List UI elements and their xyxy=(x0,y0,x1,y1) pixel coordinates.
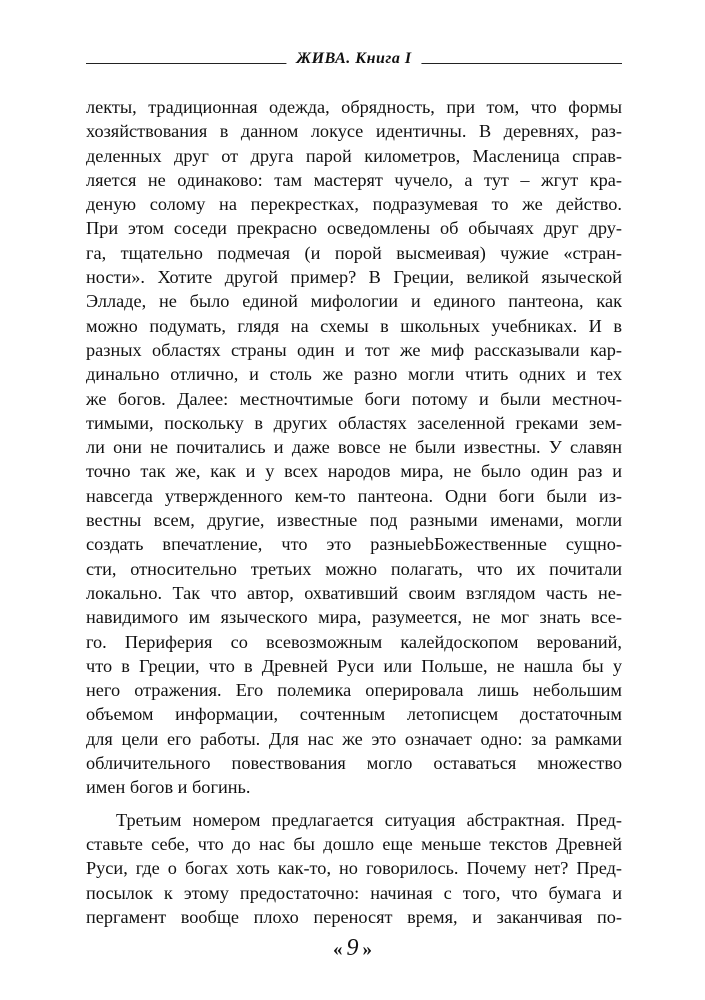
text-line: пергамент вообще плохо переносят время, и заканчивая по- xyxy=(86,906,622,927)
text-line: ности». Хотите другой пример? В Греции, великой языческой xyxy=(86,267,622,288)
text-line: навсегда утвержденного кем-то пантеона. Одни боги были из- xyxy=(86,485,622,506)
body-text xyxy=(86,95,622,929)
text-line: можно подумать, глядя на схемы в школьных учебниках. И в xyxy=(86,315,622,336)
text-line: что в Греции, что в Древней Руси или Польше, не нашла бы у xyxy=(86,655,622,676)
folio-number: 9 xyxy=(346,935,359,961)
text-line: же богов. Далее: местночтимые боги потому и были местноч- xyxy=(86,388,622,409)
text-line: динально отлично, и столь же разно могли чтить одних и тех xyxy=(86,364,622,385)
text-line: хозяйствования в данном локусе идентичны. В деревнях, раз- xyxy=(86,121,622,142)
text-line: вестны всем, другие, известные под разными именами, могли xyxy=(86,510,622,531)
text-line: имен богов и богинь. xyxy=(86,777,251,798)
text-line: ли они не почитались и даже вовсе не были известны. У славян xyxy=(86,437,622,458)
text-line: локально. Так что автор, охвативший своим взглядом часть не- xyxy=(86,582,622,603)
text-line: создать впечатление, что это разныеbБожественные сущно- xyxy=(86,534,622,555)
text-line: точно так же, как и у всех народов мира, не было один раз и xyxy=(86,461,622,482)
paragraph-2 xyxy=(86,808,622,929)
running-header xyxy=(86,46,622,72)
text-line: объемом информации, сочтенным летописцем достаточным xyxy=(86,704,622,725)
text-line: При этом соседи прекрасно осведомлены об обычаях друг дру- xyxy=(86,218,622,239)
text-line: деную солому на перекрестках, подразумевая то же действо. xyxy=(86,194,622,215)
running-title: ЖИВА. Книга I xyxy=(286,46,421,72)
text-line: посылок к этому предостаточно: начиная с того, что бумага и xyxy=(86,882,622,903)
text-line: разных областях страны один и тот же миф рассказывали кар- xyxy=(86,339,622,360)
text-line: го. Периферия со всевозможным калейдоскопом верований, xyxy=(86,631,622,652)
text-line: навидимого им языческого мира, разумеется, не мог знать все- xyxy=(86,607,622,628)
text-line: для цели его работы. Для нас же это означает одно: за рамками xyxy=(86,728,622,749)
folio-close-mark: » xyxy=(362,939,372,960)
text-line: ставьте себе, что до нас бы дошло еще меньше текстов Древней xyxy=(86,833,622,854)
text-line: обличительного повествования могло оставаться множество xyxy=(86,753,622,774)
paragraph-1 xyxy=(86,95,622,800)
page-number xyxy=(0,935,705,963)
text-line: него отражения. Его полемика оперировала лишь небольшим xyxy=(86,680,622,701)
text-line: сти, относительно третьих можно полагать, что их почитали xyxy=(86,558,622,579)
text-line: деленных друг от друга парой километров, Масленица справ- xyxy=(86,145,622,166)
text-line: Третьим номером предлагается ситуация абстрактная. Пред- xyxy=(116,809,622,830)
text-line: га, тщательно подмечая (и порой высмеивая) чужие «стран- xyxy=(86,242,622,263)
text-line: лекты, традиционная одежда, обрядность, при том, что формы xyxy=(86,97,622,117)
text-line: тимыми, поскольку в других областях заселенной греками зем- xyxy=(86,412,622,433)
text-line: Элладе, не было единой мифологии и единого пантеона, как xyxy=(86,291,622,312)
text-line: Руси, где о богах хоть как-то, но говорилось. Почему нет? Пред- xyxy=(86,858,622,879)
paragraph-gap xyxy=(86,800,622,808)
text-line: ляется не одинаково: там мастерят чучело, а тут – жгут кра- xyxy=(86,169,622,190)
folio-open-mark: « xyxy=(333,939,343,960)
